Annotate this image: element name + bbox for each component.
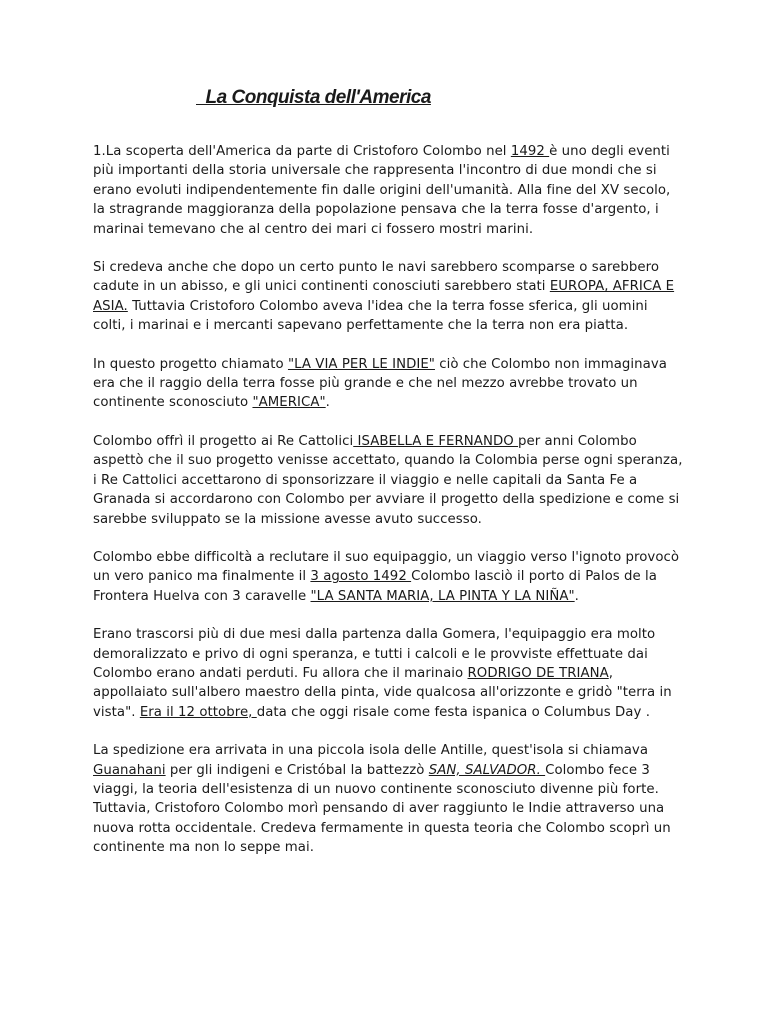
underlined-text: "LA VIA PER LE INDIE" [287,356,435,372]
text-run: Colombo ebbe difficoltà a reclutare il suo equipaggio, un viaggio verso l'ignoto provocò un vero panico ma finalmente il [93,549,680,585]
paragraph [93,355,683,413]
text-run: In questo progetto chiamato [93,356,288,372]
text-run: . [574,588,579,604]
underlined-text: Era il 12 ottobre, [139,704,257,720]
underlined-text: RODRIGO DE TRIANA [467,665,609,681]
document-title: La Conquista dell'America [196,87,431,108]
text-run: per gli indigeni e Cristóbal la battezzò [165,762,429,778]
text-run: ciò che Colombo non immaginava era che il raggio della terra fosse più grande e che nel mezzo avrebbe trovato un continente sconosciuto [93,356,667,411]
text-run: Colombo fece 3 viaggi, la teoria dell'esistenza di un nuovo continente sconosciuto divenne più forte. Tuttavia, Cristoforo Colombo morì pensando di aver raggiunto le Indie attraverso una nuova rotta occidentale. Credeva fermamente in questa teoria che Colombo scoprì un continente ma non lo seppe mai. [93,762,671,856]
paragraph [93,258,683,336]
paragraph [93,142,683,239]
underlined-text: ISABELLA E FERNANDO [353,433,519,449]
underlined-text: Guanahani [93,762,166,778]
text-run: data che oggi risale come festa ispanica o Columbus Day . [256,704,650,720]
text-run: 1.La scoperta dell'America da parte di Cristoforo Colombo nel [93,144,511,159]
text-run: è uno degli eventi più importanti della storia universale che rappresenta l'incontro di due mondi che si erano evoluti indipendentemente fin dalle origini dell'umanità. Alla fine del XV secolo, la stragrande maggioranza della popolazione pensava che la terra fosse d'argento, i marinai temevano che al centro dei mari ci fossero mostri marini. [93,144,671,237]
paragraph [93,625,683,722]
text-run: Colombo lasciò il porto di Palos de la Frontera Huelva con 3 caravelle [93,569,657,604]
underlined-text: 1492 [510,144,550,159]
paragraph [93,548,683,606]
paragraph [93,741,683,857]
underlined-text: EUROPA, AFRICA E ASIA. [93,279,675,314]
underlined-text: "LA SANTA MARIA, LA PINTA Y LA NIÑA" [310,588,575,604]
text-run: per anni Colombo aspettò che il suo progetto venisse accettato, quando la Colombia perse ogni speranza, i Re Cattolici accettarono di sponsorizzare il viaggio e nelle capitali da Santa Fe a Granada si accordarono con Colombo per avviare il progetto della spedizione e come si sarebbe sviluppato se la missione avesse avuto successo. [93,433,683,527]
text-run: , appollaiato sull'albero maestro della pinta, vide qualcosa all'orizzonte e gridò "terra in vista". [93,665,672,720]
underlined-text: 3 agosto 1492 [310,569,412,585]
text-run: La spedizione era arrivata in una piccola isola delle Antille, quest'isola si chiamava [93,743,649,759]
text-run: . [325,395,330,411]
underlined-text: SAN, SALVADOR. [428,762,546,778]
paragraph [93,432,683,529]
text-run: Si credeva anche che dopo un certo punto le navi sarebbero scomparse o sarebbero cadute in un abisso, e gli unici continenti conosciuti sarebbero stati [93,260,659,295]
text-run: Colombo offrì il progetto ai Re Cattolici [93,433,354,449]
underlined-text: "AMERICA" [252,395,326,411]
text-run: Erano trascorsi più di due mesi dalla partenza dalla Gomera, l'equipaggio era molto demoralizzato e privo di ogni speranza, e tutti i calcoli e le provviste effettuate dai Colombo erano andati perduti. Fu allora che il marinaio [93,627,656,681]
document-body [93,142,683,877]
text-run: Tuttavia Cristoforo Colombo aveva l'idea che la terra fosse sferica, gli uomini colti, i marinai e i mercanti sapevano perfettamente che la terra non era piatta. [93,298,648,334]
